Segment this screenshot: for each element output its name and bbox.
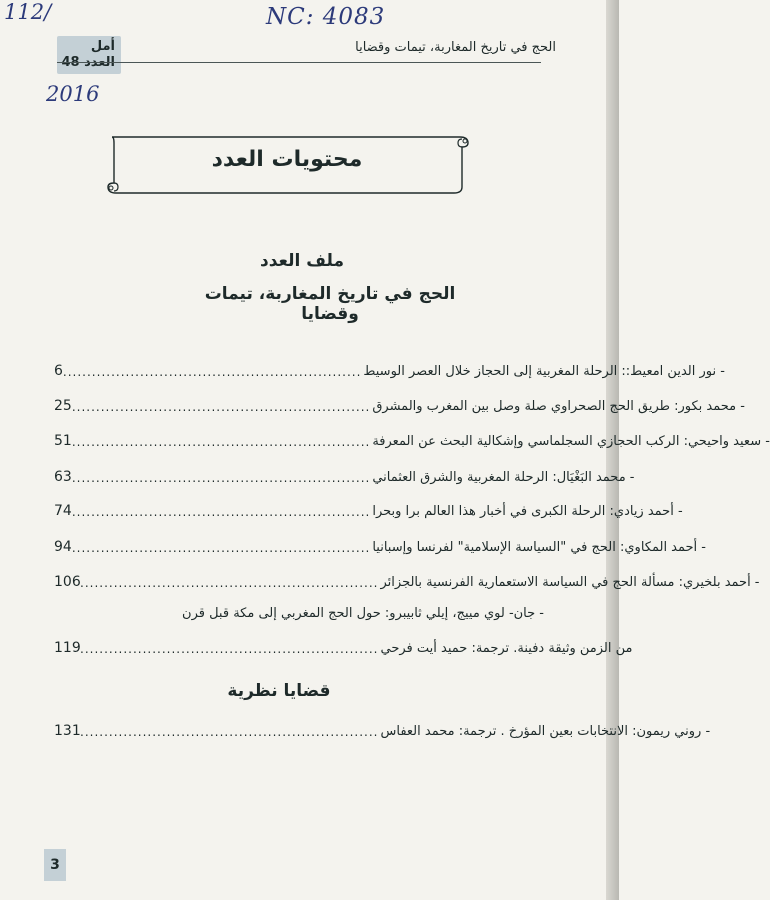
toc-entry[interactable] [54, 429, 770, 449]
header-rule [57, 62, 541, 63]
toc-entry[interactable] [54, 465, 635, 485]
toc-entry[interactable] [54, 636, 633, 656]
toc-entry-text: - سعيد واحيحي: الركب الحجازي السجلماسي وإشكالية البحث عن المعرفة [372, 434, 770, 449]
running-header: الحج في تاريخ المغاربة، تيمات وقضايا [355, 40, 556, 55]
contents-banner [104, 133, 470, 197]
toc-entry[interactable] [54, 499, 683, 519]
toc-entry-text: - روني ريمون: الانتخابات بعين المؤرخ . ترجمة: محمد العفاس [380, 724, 711, 739]
theory-label: قضايا نظرية [227, 681, 331, 701]
page-edge [606, 0, 619, 900]
dossier-label: ملف العدد [260, 251, 344, 271]
toc-leader-dots: .............................................................. [71, 505, 371, 519]
toc-entry[interactable] [54, 359, 725, 379]
toc-leader-dots: .............................................................. [80, 642, 379, 656]
toc-page-number: 106 [54, 574, 81, 590]
toc-entry-text[interactable]: - جان- لوي مييج، إيلي ثابيبرو: حول الحج المغربي إلى مكة قبل قرن [182, 606, 544, 621]
handwritten-code: NC: 4083 [266, 4, 386, 30]
toc-entry-text: - أحمد زيادي: الرحلة الكبرى في أخبار هذا العالم برا وبحرا [372, 504, 683, 519]
toc-entry-text: - أحمد بلخيري: مسألة الحج في السياسة الاستعمارية الفرنسية بالجزائر [380, 575, 760, 590]
journal-badge [57, 36, 121, 74]
toc-page-number: 63 [54, 469, 72, 485]
toc-page-number: 25 [54, 398, 72, 414]
toc-entry[interactable] [54, 719, 711, 739]
dossier-subtitle: الحج في تاريخ المغاربة، تيمات وقضايا [204, 284, 456, 324]
toc-entry-text: - محمد البَغْيَال: الرحلة المغربية والشرق العثماني [372, 470, 635, 485]
issue-number: العدد 48 [61, 55, 115, 70]
toc-entry[interactable] [54, 570, 760, 590]
toc-entry[interactable] [54, 394, 745, 414]
toc-leader-dots: .............................................................. [80, 576, 379, 590]
toc-leader-dots: .............................................................. [71, 471, 371, 485]
handwritten-note: 112/ [4, 0, 52, 24]
contents-title: محتويات العدد [211, 147, 363, 172]
page-number: 3 [44, 849, 66, 881]
toc-entry[interactable] [54, 535, 706, 555]
toc-page-number: 74 [54, 503, 72, 519]
toc-entry-text: - محمد بكور: طريق الحج الصحراوي صلة وصل بين المغرب والمشرق [372, 399, 745, 414]
toc-entry-text: - نور الدين امعيط:: الرحلة المغربية إلى الحجاز خلال العصر الوسيط [363, 364, 725, 379]
toc-leader-dots: .............................................................. [80, 725, 379, 739]
handwritten-year: 2016 [46, 82, 100, 106]
toc-page-number: 51 [54, 433, 72, 449]
toc-leader-dots: .............................................................. [62, 365, 362, 379]
journal-name: أمل [90, 39, 115, 54]
toc-entry-text: - أحمد المكاوي: الحج في "السياسة الإسلامية" لفرنسا وإسبانيا [372, 540, 706, 555]
toc-leader-dots: .............................................................. [71, 541, 371, 555]
toc-page-number: 131 [54, 723, 81, 739]
toc-page-number: 6 [54, 363, 63, 379]
toc-leader-dots: .............................................................. [71, 435, 371, 449]
toc-page-number: 94 [54, 539, 72, 555]
toc-page-number: 119 [54, 640, 81, 656]
toc-leader-dots: .............................................................. [71, 400, 371, 414]
toc-entry-continuation: من الزمن وثيقة دفينة. ترجمة: حميد أيت فرحي [380, 641, 633, 656]
